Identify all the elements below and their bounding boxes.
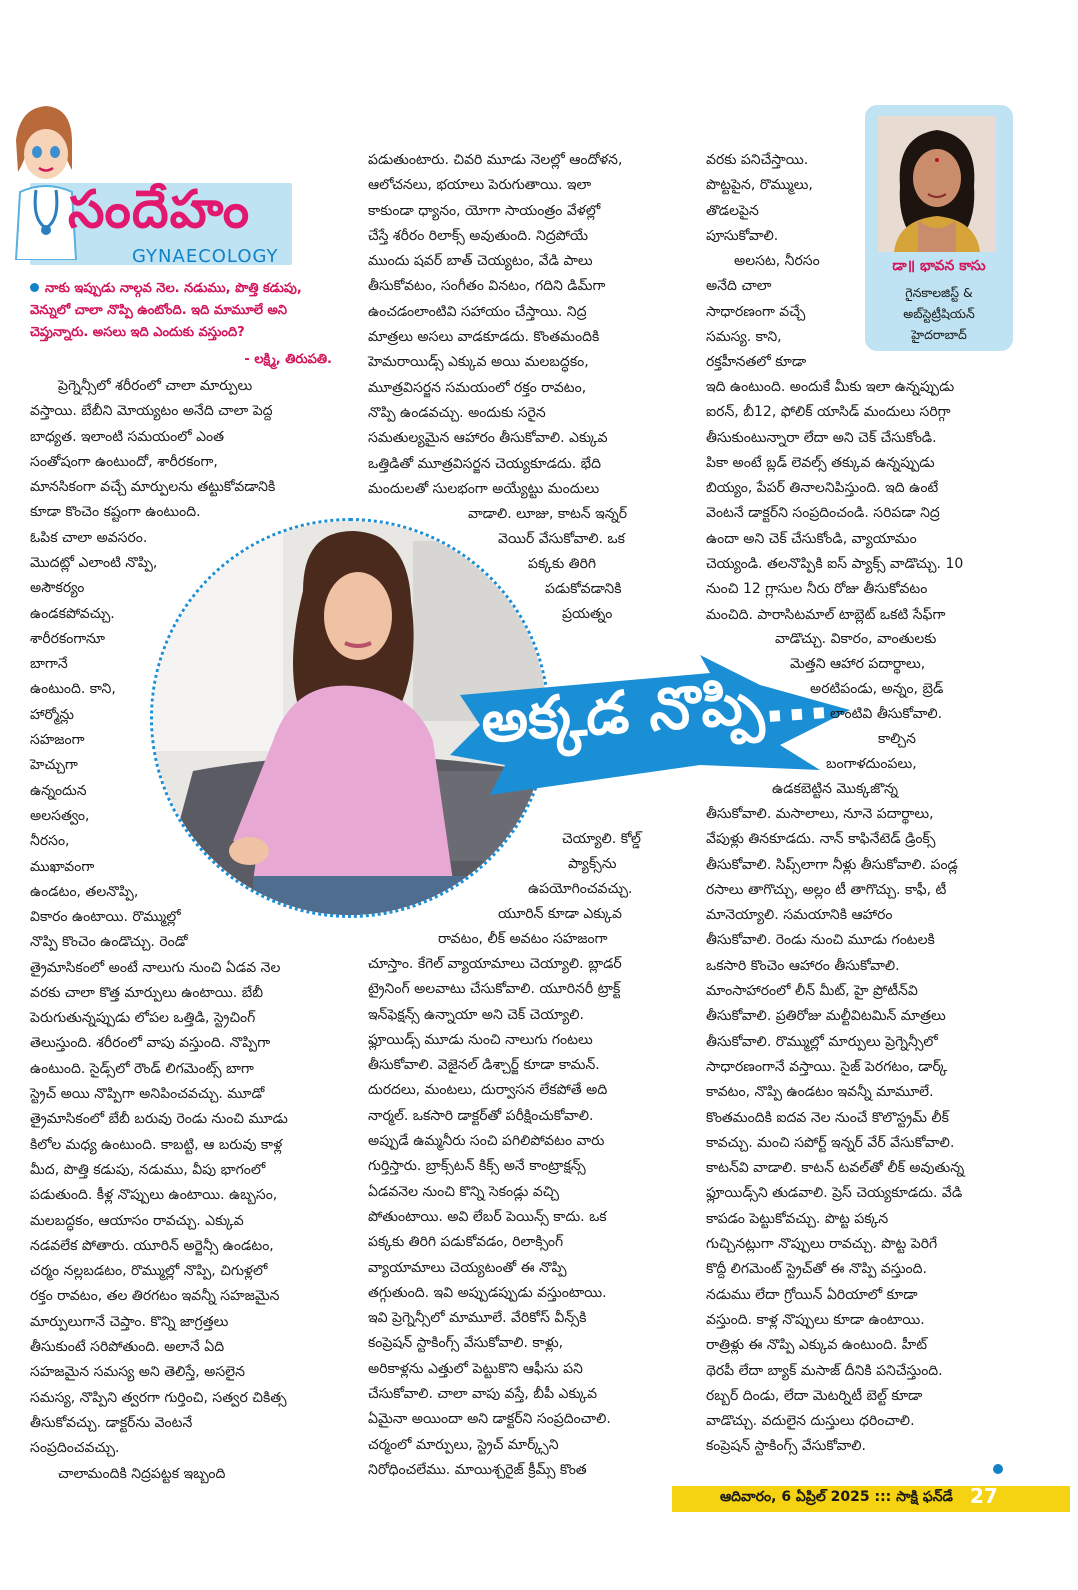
- text-line: త్రైమాసికంలో అంటే నాలుగు నుంచి ఏడవ నెల: [30, 959, 281, 976]
- column-3-text: అరటిపండు, అన్నం, బ్రెడ్: [810, 681, 944, 697]
- text-line: కొద్దీ లిగమెంట్ స్ట్రెచ్‌తో ఈ నొప్పి వస్తుంది.: [706, 1261, 927, 1278]
- text-line: హెమరాయిడ్స్ ఎక్కువ అయి మలబద్ధకం,: [368, 354, 589, 371]
- text-line: వేపుళ్లు తినకూడదు. నాన్ కాఫినేటెడ్ డ్రింక్స్: [706, 831, 936, 848]
- text-line: పడుతుంటారు. చివరి మూడు నెలల్లో ఆందోళన,: [368, 152, 623, 168]
- text-line: తీసుకోవాలి. మసాలాలు, నూనె పదార్థాలు,: [706, 806, 934, 822]
- text-line: నడవలేక పోతారు. యూరిన్ అర్జెన్సీ ఉండటం,: [30, 1237, 274, 1254]
- text-line: కిలోల మధ్య ఉంటుంది. కాబట్టి, ఆ బరువు కాళ్ల: [30, 1136, 283, 1153]
- column-1-narrow: [30, 551, 190, 905]
- text-line: పూసుకోవాలి.: [706, 227, 779, 244]
- text-line: ఆలోచనలు, భయాలు పెరుగుతాయి. ఇలా: [368, 177, 592, 194]
- text-line: కాపడం పెట్టుకోవచ్చు. పొట్ట పక్కన: [706, 1210, 889, 1227]
- logo-title: సందేహం: [68, 180, 251, 240]
- text-line: వరకు చాలా కొత్త మార్పులు ఉంటాయి. బేబీ: [30, 984, 263, 1001]
- doctor-designation: [865, 282, 1013, 345]
- column-1-top: [30, 374, 340, 551]
- column-3-text: లాంటివి తీసుకోవాలి.: [830, 706, 943, 722]
- text-line: ఉందా అని చెక్ చేసుకోండి, వ్యాయామం: [706, 530, 917, 547]
- text-line: వస్తుంది. కాళ్ల నొప్పులు కూడా ఉంటాయి.: [706, 1311, 925, 1328]
- text-line: ముందు షవర్ బాత్ చెయ్యటం, వేడి పాలు: [368, 253, 593, 270]
- reader-question: [30, 278, 330, 344]
- text-line: కూడా కొంచెం కష్టంగా ఉంటుంది.: [30, 504, 201, 521]
- text-line: మలబద్ధకం, ఆయాసం రావచ్చు. ఎక్కువ: [30, 1212, 244, 1229]
- column-3-bottom: [706, 802, 1036, 1460]
- text-line: వాడొచ్చు. వదులైన దుస్తులు ధరించాలి.: [706, 1413, 915, 1430]
- text-line: నుంచి 12 గ్లాసుల నీరు రోజు తీసుకోవటం: [706, 581, 928, 598]
- text-line: సంతోషంగా ఉంటుందో, శారీరకంగా,: [30, 453, 218, 470]
- column-2-text: రావటం, లీక్ అవటం సహజంగా: [438, 931, 608, 947]
- text-line: మీద, పొత్తి కడుపు, నడుము, వీపు భాగంలో: [30, 1161, 266, 1178]
- column-3-text: కాల్చిన: [878, 731, 916, 747]
- text-line: చాలామందికి నిద్రపట్టక ఇబ్బంది: [58, 1465, 226, 1482]
- text-line: బియ్యం, పేపర్ తినాలనిపిస్తుంది. ఇది ఉంటే: [706, 480, 939, 497]
- text-line: మొదట్లో ఎలాంటి నొప్పి,: [30, 555, 158, 571]
- text-line: పడుతుంది. కీళ్ల నొప్పులు ఉంటాయి. ఉబ్బసం,: [30, 1187, 278, 1204]
- text-line: ట్రైనింగ్ అలవాటు చేసుకోవాలి. యూరినరీ ట్రాక్ట్: [368, 981, 621, 998]
- text-line: సహజంగా: [30, 732, 85, 749]
- text-line: బాధ్యత. ఇలాంటి సమయంలో ఎంత: [30, 428, 225, 445]
- text-line: బాగానే: [30, 656, 68, 673]
- text-line: నొప్పి కొంచెం ఉండొచ్చు. రెండో: [30, 934, 188, 951]
- text-line: థెరపీ లేదా బ్యాక్ మసాజ్ దీనికి పనిచేస్తుంది.: [706, 1362, 943, 1379]
- doctor-city: హైదరాబాద్: [911, 327, 967, 342]
- column-2-text: వాడాలి. లూజు, కాటన్ ఇన్నర్: [468, 506, 628, 522]
- text-line: పక్కకు తిరిగి పడుకోవడం, రిలాక్సింగ్: [368, 1234, 564, 1251]
- text-line: రబ్బర్ దిండు, లేదా మెటర్నిటీ బెల్ట్ కూడా: [706, 1387, 923, 1404]
- column-3-text: బంగాళదుంపలు,: [826, 756, 917, 772]
- text-line: తగ్గుతుంది. ఇవి అప్పుడప్పుడు వస్తుంటాయి.: [368, 1284, 607, 1301]
- text-line: ఉంటుంది. కాని,: [30, 681, 116, 698]
- text-line: చర్మంలో మార్పులు, స్ట్రెచ్ మార్క్స్‌ని: [368, 1436, 559, 1453]
- text-line: తీసుకోవాలి. ప్రతిరోజు మల్టీవిటమిన్ మాత్రలు: [706, 1008, 946, 1025]
- text-line: తీసుకోవటం, సంగీతం వినటం, గదిని డిమ్‌గా: [368, 278, 606, 295]
- column-3-mid: [706, 375, 1026, 628]
- bullet-icon: [30, 283, 39, 292]
- text-line: తీసుకుంటున్నారా లేదా అని చెక్ చేసుకోండి.: [706, 429, 937, 446]
- text-line: మంచిది. పారాసిటమాల్ టాబ్లెట్ ఒకటి సేఫ్‌గా: [706, 606, 946, 623]
- footer-date: ఆదివారం, 6 ఏప్రిల్ 2025 ::: సాక్షి ఫన్‌డే: [720, 1489, 953, 1505]
- text-line: కావచ్చు. మంచి సపోర్ట్ ఇన్నర్ వేర్ వేసుకోవాలి.: [706, 1134, 955, 1151]
- text-line: తీసుకోవాలి. రొమ్ముల్లో మార్పులు ప్రెగ్నెన్సీలో: [706, 1033, 938, 1050]
- question-asker: - లక్ష్మి, తిరుపతి.: [244, 352, 332, 367]
- text-line: అసౌకర్యం: [30, 580, 85, 597]
- column-2-text: యూరిన్ కూడా ఎక్కువ: [498, 906, 622, 922]
- text-line: అలసత్వం,: [30, 807, 90, 824]
- text-line: రక్తహీనతలో కూడా: [706, 354, 807, 371]
- text-line: మార్పులుగానే చెప్తాం. కొన్ని జాగ్రత్తలు: [30, 1313, 229, 1330]
- text-line: తీసుకుంటే సరిపోతుంది. అలానే ఏది: [30, 1339, 225, 1356]
- text-line: మూత్రవిసర్జన సమయంలో రక్తం రావటం,: [368, 379, 587, 396]
- text-line: మానసికంగా వచ్చే మార్పులను తట్టుకోవడానికి: [30, 479, 276, 496]
- text-line: ఒత్తిడితో మూత్రవిసర్జన చెయ్యకూడదు. భేది: [368, 455, 602, 472]
- column-2-bottom: [368, 952, 678, 1483]
- text-line: సమస్య, నొప్పిని త్వరగా గుర్తించి, సత్వర చికిత్స: [30, 1389, 287, 1406]
- text-line: కంప్రెషన్ స్టాకింగ్స్ వేసుకోవాలి. కాళ్లు,: [368, 1335, 564, 1352]
- text-line: ఓపిక చాలా అవసరం.: [30, 529, 148, 546]
- text-line: స్ట్రెచ్ అయి నొప్పిగా అనిపించవచ్చు. మూడో: [30, 1086, 265, 1103]
- text-line: కాకుండా ధ్యానం, యోగా సాయంత్రం వేళల్లో: [368, 202, 601, 219]
- column-1-bottom: [30, 905, 340, 1487]
- doctor-photo: [878, 116, 996, 252]
- column-2-text: పడుకోవడానికి: [545, 581, 622, 597]
- text-line: రక్తం రావటం, తల తిరగటం ఇవన్నీ సహజమైన: [30, 1288, 280, 1305]
- text-line: ఐరన్, బీ12, ఫోలిక్ యాసిడ్ మందులు సరిగ్గా: [706, 404, 951, 421]
- column-3-text: మెత్తని ఆహార పదార్థాలు,: [790, 656, 926, 672]
- text-line: ఏమైనా అయిందా అని డాక్టర్‌ని సంప్రదించాలి.: [368, 1411, 611, 1428]
- text-line: అరికాళ్లను ఎత్తులో పెట్టుకొని ఆఫీసు పని: [368, 1360, 583, 1377]
- column-3-text: వాడొచ్చు. వికారం, వాంతులకు: [775, 631, 937, 647]
- text-line: నొప్పి ఉండవచ్చు. అందుకు సరైన: [368, 404, 546, 421]
- text-line: తెలుస్తుంది. శరీరంలో వాపు వస్తుంది. నొప్పిగా: [30, 1035, 271, 1052]
- text-line: త్రైమాసికంలో బేబీ బరువు రెండు నుంచి మూడు: [30, 1111, 288, 1128]
- text-line: అప్పుడే ఉమ్మనీరు సంచి పగిలిపోవటం వారు: [368, 1133, 605, 1150]
- text-line: ఉండటం, తలనొప్పి,: [30, 883, 139, 900]
- text-line: ఫ్లూయిడ్స్ మూడు నుంచి నాలుగు గంటలు: [368, 1031, 593, 1048]
- text-line: సమతుల్యమైన ఆహారం తీసుకోవాలి. ఎక్కువ: [368, 430, 608, 447]
- text-line: తీసుకోవచ్చు. డాక్టర్‌ను వెంటనే: [30, 1414, 193, 1431]
- text-line: ఫ్లూయిడ్స్‌ని తుడవాలి. ప్రెస్ చెయ్యకూడదు. వేడి: [706, 1185, 963, 1202]
- text-line: సమస్య. కాని,: [706, 328, 782, 345]
- text-line: తొడలపైన: [706, 202, 759, 219]
- column-2-text: చెయ్యాలి. కోల్డ్: [562, 831, 641, 847]
- text-line: ఉంటుంది. సైడ్స్‌లో రౌండ్ లిగమెంట్స్ బాగా: [30, 1060, 254, 1077]
- text-line: ఏడవనెల నుంచి కొన్ని సెకండ్లు వచ్చి: [368, 1183, 560, 1200]
- text-line: వెంటనే డాక్టర్‌ని సంప్రదించండి. సరిపడా నిద్ర: [706, 505, 940, 522]
- text-line: పికా అంటే బ్లడ్ లెవల్స్ తక్కువ ఉన్నప్పుడు: [706, 454, 935, 471]
- text-line: పోతుంటాయి. అవి లేబర్ పెయిన్స్ కాదు. ఒక: [368, 1208, 607, 1225]
- text-line: సాధారణంగా వచ్చే: [706, 303, 806, 320]
- text-line: ఇది ఉంటుంది. అందుకే మీకు ఇలా ఉన్నప్పుడు: [706, 379, 955, 395]
- text-line: సాధారణంగానే వస్తాయి. సైజ్ పెరగటం, డార్క్: [706, 1058, 948, 1075]
- page-number: 27: [970, 1484, 998, 1508]
- text-line: నార్మల్. ఒకసారి డాక్టర్‌తో పరీక్షించుకోవాలి.: [368, 1107, 594, 1124]
- column-3-text: ఉడకబెట్టిన మొక్కజొన్న: [772, 781, 899, 797]
- text-line: నడుము లేదా గ్రోయిన్ ఏరియాలో కూడా: [706, 1286, 918, 1303]
- text-line: గుచ్చినట్లుగా నొప్పులు రావచ్చు. పొట్ట పెరిగే: [706, 1236, 938, 1253]
- question-text: నాకు ఇప్పుడు నాల్గవ నెల. నడుము, పొత్తి కడుపు, వెన్నులో చాలా నొప్పి ఉంటోంది. ఇది మామూలే అని చెప్తున్నారు. అసలు ఇది ఎందుకు వస్తుంది?: [30, 281, 302, 340]
- text-line: మాత్రలు అసలు వాడకూడదు. కొంతమందికి: [368, 329, 600, 346]
- text-line: వికారం ఉంటాయి. రొమ్ముల్లో: [30, 909, 181, 925]
- text-line: తీసుకోవాలి. రెండు నుంచి మూడు గంటలకి: [706, 932, 935, 949]
- doctor-role-2: అబ్‌స్టెట్రీషియన్: [903, 306, 975, 321]
- doctor-role: గైనకాలజిస్ట్ &: [905, 285, 973, 300]
- text-line: పొట్టపైన, రొమ్ములు,: [706, 177, 813, 194]
- text-line: మాంసాహారంలో లీన్ మీట్, హై ప్రోటీన్‌వి: [706, 983, 918, 1000]
- section-label: GYNAECOLOGY: [132, 246, 279, 267]
- column-2-text: వెయిర్ వేసుకోవాలి. ఒక: [498, 531, 625, 547]
- headline: అక్కడ నొప్పి...: [479, 663, 832, 756]
- text-line: కొంతమందికి ఐదవ నెల నుంచే కొలొస్ట్రమ్ లీక్: [706, 1109, 949, 1126]
- doctor-name: డా॥ భావన కాసు: [892, 258, 986, 274]
- text-line: కాటన్‌వి వాడాలి. కాటన్ టవల్‌తో లీక్ అవుతున్న: [706, 1160, 965, 1177]
- text-line: నిరోధించలేము. మాయిశ్చరైజ్ క్రీమ్స్ కొంత: [368, 1461, 587, 1478]
- text-line: అలసట, నీరసం: [734, 253, 820, 269]
- text-line: కంప్రెషన్ స్టాకింగ్స్ వేసుకోవాలి.: [706, 1438, 866, 1455]
- text-line: కావటం, నొప్పి ఉండటం ఇవన్నీ మామూలే.: [706, 1084, 934, 1101]
- text-line: మందులతో సులభంగా అయ్యేట్టు మందులు: [368, 480, 600, 497]
- column-2-text: ప్యాక్స్‌ను: [568, 856, 617, 872]
- text-line: శారీరకంగానూ: [30, 630, 105, 647]
- text-line: వస్తాయి. బేబీని మోయ్యటం అనేది చాలా పెద్ద: [30, 403, 273, 420]
- text-line: వ్యాయామాలు చెయ్యటంతో ఈ నొప్పి: [368, 1259, 567, 1276]
- text-line: దురదలు, మంటలు, దుర్వాసన లేకపోతే అది: [368, 1082, 608, 1099]
- text-line: రసాలు తాగొచ్చు, అల్లం టీ తాగొచ్చు. కాఫీ, టీ: [706, 881, 947, 898]
- text-line: మానెయ్యాలి. సమయానికి ఆహారం: [706, 907, 893, 924]
- text-line: చూస్తాం. కేగెల్ వ్యాయామాలు చెయ్యాలి. బ్లాడర్: [368, 956, 622, 972]
- text-line: ప్రెగ్నెన్సీలో శరీరంలో చాలా మార్పులు: [58, 378, 253, 394]
- text-line: హెచ్చుగా: [30, 757, 78, 774]
- text-line: ఉంచడంలాంటివి సహాయం చేస్తాయి. నిద్ర: [368, 303, 587, 320]
- text-line: అనేది చాలా: [706, 278, 772, 295]
- text-line: రాత్రిళ్లు ఈ నొప్పి ఎక్కువ ఉంటుంది. హీట్: [706, 1337, 928, 1354]
- text-line: గుర్తిస్తారు. బ్రాక్స్‌టన్ కిక్స్ అనే కాంట్రాక్షన్స్: [368, 1158, 586, 1175]
- text-line: తీసుకోవాలి. సిప్స్‌లాగా నీళ్లు తీసుకోవాలి. పండ్ల: [706, 856, 958, 873]
- text-line: ఇవి ప్రెగ్నెన్సీలో మామూలే. వేరికోస్ వీన్స్‌కి: [368, 1310, 587, 1327]
- text-line: చేస్తే శరీరం రిలాక్స్ అవుతుంది. నిద్రపోయే: [368, 227, 589, 244]
- column-2-text: ఉపయోగించవచ్చు.: [528, 881, 633, 897]
- text-line: హార్మోన్లు: [30, 706, 75, 723]
- text-line: చెయ్యండి. తలనొప్పికి ఐస్ ప్యాక్స్ వాడొచ్చు. 10: [706, 556, 964, 573]
- text-line: వరకు పనిచేస్తాయి.: [706, 152, 809, 168]
- text-line: నీరసం,: [30, 833, 70, 850]
- text-line: ఉండకపోవచ్చు.: [30, 605, 115, 622]
- column-2-top: [368, 148, 678, 502]
- text-line: సహజమైన సమస్య అని తెలిస్తే, అసలైన: [30, 1364, 245, 1381]
- text-line: తీసుకోవాలి. వెజైనల్ డిశ్చార్జ్ కూడా కామన్.: [368, 1057, 600, 1074]
- column-3-narrow: [706, 148, 856, 249]
- text-line: చేసుకోవాలి. చాలా వాపు వస్తే, బీపీ ఎక్కువ: [368, 1386, 598, 1403]
- text-line: ఇన్‌ఫెక్షన్స్ ఉన్నాయా అని చెక్ చెయ్యాలి.: [368, 1006, 584, 1023]
- text-line: పెరుగుతున్నప్పుడు లోపల ఒత్తిడి, స్ట్రెచింగ్: [30, 1010, 256, 1027]
- end-dot: [993, 1464, 1003, 1474]
- column-2-text: పక్కకు తిరిగి: [528, 556, 597, 572]
- column-3-narrow-2: [706, 249, 856, 375]
- column-2-text: ప్రయత్నం: [562, 606, 613, 622]
- text-line: ముఖావంగా: [30, 858, 95, 875]
- text-line: ఒకసారి కొంచెం ఆహారం తీసుకోవాలి.: [706, 957, 900, 974]
- text-line: చర్మం నల్లబడటం, రొమ్ముల్లో నొప్పి, చిగుళ్లలో: [30, 1263, 268, 1280]
- text-line: సంప్రదించవచ్చు.: [30, 1440, 120, 1457]
- text-line: ఉన్నందున: [30, 782, 87, 799]
